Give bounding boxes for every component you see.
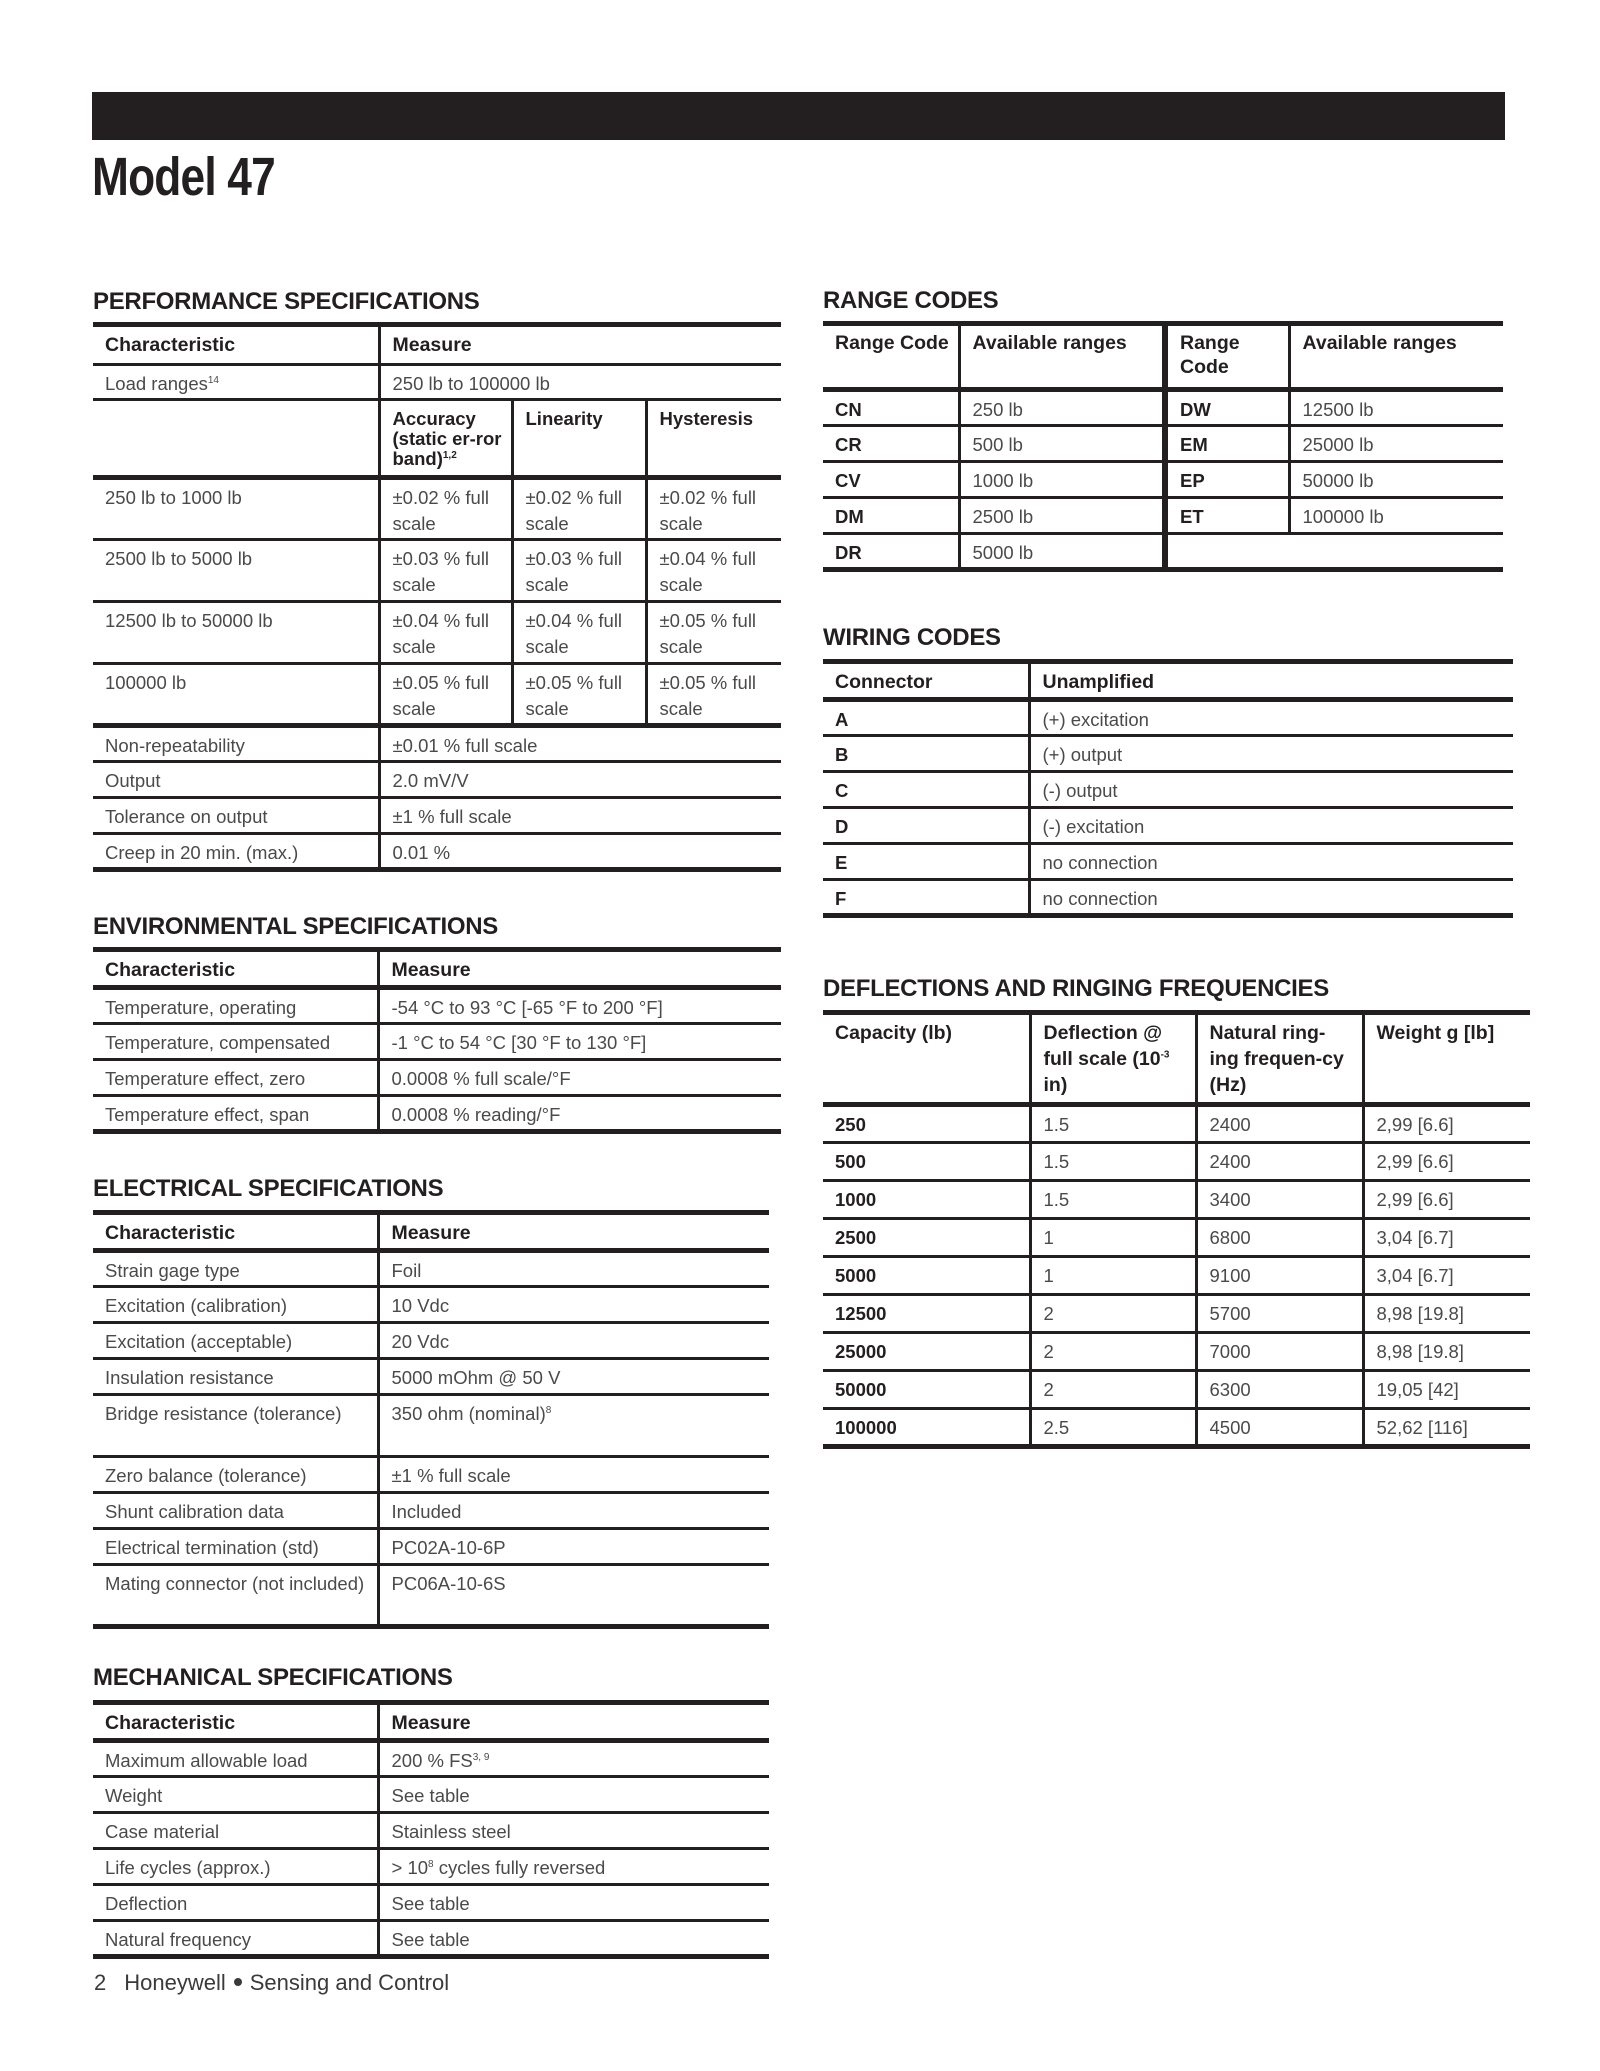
- table-header-row: [93, 1703, 769, 1741]
- range-code: CN: [823, 390, 959, 426]
- connector-function: (+) output: [1029, 736, 1513, 772]
- table-row: [823, 1333, 1530, 1371]
- frequency-value: 6800: [1196, 1219, 1363, 1257]
- row-label: Excitation (calibration): [93, 1287, 378, 1323]
- row-label: Temperature, compensated: [93, 1024, 378, 1060]
- deflection-value: 2: [1030, 1333, 1196, 1371]
- connector-code: F: [823, 880, 1029, 916]
- row-value: [378, 1395, 769, 1457]
- col-available-ranges-2: Available ranges: [1289, 324, 1503, 390]
- electrical-heading: ELECTRICAL SPECIFICATIONS: [93, 1175, 444, 1202]
- linearity-value: ±0.02 % full scale: [512, 478, 646, 540]
- weight-value: 3,04 [6.7]: [1363, 1257, 1530, 1295]
- connector-code: C: [823, 772, 1029, 808]
- row-label: Life cycles (approx.): [93, 1849, 378, 1885]
- weight-value: 2,99 [6.6]: [1363, 1105, 1530, 1143]
- range-code: EM: [1165, 426, 1289, 462]
- table-row: [823, 736, 1513, 772]
- row-value: [378, 1849, 769, 1885]
- connector-function: (+) excitation: [1029, 700, 1513, 736]
- mechanical-table: [93, 1700, 769, 1959]
- row-label: 250 lb to 1000 lb: [93, 478, 379, 540]
- company-name: Honeywell: [124, 1970, 226, 1995]
- available-range: 1000 lb: [959, 462, 1165, 498]
- capacity-value: 50000: [823, 1371, 1030, 1409]
- row-label: Strain gage type: [93, 1251, 378, 1287]
- connector-function: (-) excitation: [1029, 808, 1513, 844]
- row-label: Zero balance (tolerance): [93, 1457, 378, 1493]
- row-label: Load ranges$^{14}$: [93, 365, 379, 400]
- performance-table: [93, 322, 781, 872]
- table-row: [93, 988, 781, 1024]
- page-title: Model 47: [92, 147, 275, 207]
- row-value: 250 lb to 100000 lb: [379, 365, 781, 400]
- row-label: Natural frequency: [93, 1921, 378, 1957]
- bullet-icon: [234, 1978, 242, 1986]
- frequency-value: 3400: [1196, 1181, 1363, 1219]
- table-row: [823, 1295, 1530, 1333]
- range-code: CR: [823, 426, 959, 462]
- hysteresis-value: ±0.02 % full scale: [646, 478, 781, 540]
- page-footer: [94, 1970, 449, 1996]
- table-row: [93, 1529, 769, 1565]
- row-label: 12500 lb to 50000 lb: [93, 602, 379, 664]
- capacity-value: 5000: [823, 1257, 1030, 1295]
- table-row: [823, 808, 1513, 844]
- capacity-value: 2500: [823, 1219, 1030, 1257]
- table-row: [93, 365, 781, 400]
- superscript: 8: [545, 1404, 552, 1416]
- table-row: [823, 1257, 1530, 1295]
- row-label: Temperature effect, span: [93, 1096, 378, 1132]
- col-characteristic: Characteristic: [93, 1703, 378, 1741]
- table-row: [823, 772, 1513, 808]
- row-value: 2.0 mV/V: [379, 762, 781, 798]
- row-value: 0.01 %: [379, 834, 781, 870]
- row-value: [378, 1921, 769, 1957]
- row-value: [378, 1813, 769, 1849]
- row-label: Deflection: [93, 1885, 378, 1921]
- cell-text: 350 ohm (nominal): [391, 1403, 546, 1424]
- table-row: [823, 700, 1513, 736]
- col-measure: Measure: [379, 325, 781, 365]
- col-characteristic: Characteristic: [93, 325, 379, 365]
- row-value: [378, 1024, 781, 1060]
- deflection-value: 2: [1030, 1295, 1196, 1333]
- row-label: Bridge resistance (tolerance): [93, 1395, 378, 1457]
- cell-text: > 10: [391, 1857, 429, 1878]
- row-value: [378, 1359, 769, 1395]
- table-row: [93, 1885, 769, 1921]
- col-characteristic: Characteristic: [93, 950, 378, 988]
- cell-text: -1 °C to 54 °C [30 °F to 130 °F]: [391, 1032, 647, 1053]
- table-row: [823, 390, 1503, 426]
- table-row: [93, 1096, 781, 1132]
- capacity-value: 500: [823, 1143, 1030, 1181]
- deflection-value: 1: [1030, 1219, 1196, 1257]
- connector-function: no connection: [1029, 844, 1513, 880]
- cell-text: PC02A-10-6P: [391, 1537, 506, 1558]
- cell-text: 10 Vdc: [391, 1295, 450, 1316]
- weight-value: 19,05 [42]: [1363, 1371, 1530, 1409]
- accuracy-value: ±0.03 % full scale: [379, 540, 512, 602]
- range-code: EP: [1165, 462, 1289, 498]
- table-row: [93, 1060, 781, 1096]
- table-row: [93, 1359, 769, 1395]
- col-frequency: Natural ring-ing frequen-cy (Hz): [1196, 1013, 1363, 1105]
- empty-cell: [93, 400, 379, 478]
- table-row: [93, 1287, 769, 1323]
- cell-text: -54 °C to 93 °C [-65 °F to 200 °F]: [391, 997, 663, 1018]
- cell-text: Included: [391, 1501, 462, 1522]
- available-range: 500 lb: [959, 426, 1165, 462]
- table-row: [93, 798, 781, 834]
- row-value: [378, 1457, 769, 1493]
- table-row: [823, 1409, 1530, 1447]
- frequency-value: 6300: [1196, 1371, 1363, 1409]
- table-row: [93, 1741, 769, 1777]
- frequency-value: 9100: [1196, 1257, 1363, 1295]
- table-row: [93, 1395, 769, 1457]
- row-label: Temperature, operating: [93, 988, 378, 1024]
- connector-code: D: [823, 808, 1029, 844]
- row-value: ±1 % full scale: [379, 798, 781, 834]
- range-codes-table: [823, 321, 1503, 572]
- table-row: [93, 1849, 769, 1885]
- row-label: Creep in 20 min. (max.): [93, 834, 379, 870]
- connector-function: no connection: [1029, 880, 1513, 916]
- deflection-value: 2: [1030, 1371, 1196, 1409]
- connector-code: E: [823, 844, 1029, 880]
- empty-cell: [1165, 534, 1503, 570]
- row-value: [378, 1529, 769, 1565]
- range-code: ET: [1165, 498, 1289, 534]
- row-label: Weight: [93, 1777, 378, 1813]
- connector-code: B: [823, 736, 1029, 772]
- accuracy-value: ±0.04 % full scale: [379, 602, 512, 664]
- row-value: [378, 1096, 781, 1132]
- row-label: Output: [93, 762, 379, 798]
- row-label: Non-repeatability: [93, 726, 379, 762]
- weight-value: 8,98 [19.8]: [1363, 1333, 1530, 1371]
- deflections-heading: DEFLECTIONS AND RINGING FREQUENCIES: [823, 975, 1329, 1002]
- col-range-code: Range Code: [823, 324, 959, 390]
- table-row: [93, 1813, 769, 1849]
- col-measure: Measure: [378, 1703, 769, 1741]
- table-row: [93, 1024, 781, 1060]
- available-range: 12500 lb: [1289, 390, 1503, 426]
- table-row: [823, 1105, 1530, 1143]
- table-row: [93, 726, 781, 762]
- cell-text: 0.0008 % full scale/°F: [391, 1068, 571, 1089]
- table-row: [823, 1219, 1530, 1257]
- wiring-codes-heading: WIRING CODES: [823, 624, 1001, 651]
- superscript: 8: [428, 1858, 434, 1870]
- weight-value: 2,99 [6.6]: [1363, 1143, 1530, 1181]
- table-row: [823, 534, 1503, 570]
- row-label: Insulation resistance: [93, 1359, 378, 1395]
- table-row: [93, 1921, 769, 1957]
- table-row: [823, 880, 1513, 916]
- row-label: Temperature effect, zero: [93, 1060, 378, 1096]
- row-value: [378, 1251, 769, 1287]
- table-row: [823, 844, 1513, 880]
- row-value: [378, 988, 781, 1024]
- weight-value: 3,04 [6.7]: [1363, 1219, 1530, 1257]
- linearity-value: ±0.05 % full scale: [512, 664, 646, 726]
- deflections-table: [823, 1010, 1530, 1449]
- cell-text: PC06A-10-6S: [391, 1573, 506, 1594]
- page-number: 2: [94, 1970, 107, 1995]
- row-label: Excitation (acceptable): [93, 1323, 378, 1359]
- deflection-value: 1: [1030, 1257, 1196, 1295]
- available-range: 250 lb: [959, 390, 1165, 426]
- col-measure: Measure: [378, 1213, 769, 1251]
- cell-text: 0.0008 % reading/°F: [391, 1104, 561, 1125]
- connector-function: (-) output: [1029, 772, 1513, 808]
- frequency-value: 2400: [1196, 1105, 1363, 1143]
- table-row: [823, 426, 1503, 462]
- superscript: 3, 9: [472, 1751, 490, 1763]
- table-header-row: [93, 325, 781, 365]
- available-range: 100000 lb: [1289, 498, 1503, 534]
- weight-value: 52,62 [116]: [1363, 1409, 1530, 1447]
- row-label: Mating connector (not included): [93, 1565, 378, 1627]
- row-value: [378, 1777, 769, 1813]
- table-row: [93, 1565, 769, 1627]
- cell-text: 5000 mOhm @ 50 V: [391, 1367, 561, 1388]
- table-header-row: [823, 1013, 1530, 1105]
- col-linearity: Linearity: [512, 400, 646, 478]
- cell-text: 20 Vdc: [391, 1331, 450, 1352]
- table-row: [823, 1181, 1530, 1219]
- col-weight: Weight g [lb]: [1363, 1013, 1530, 1105]
- capacity-value: 1000: [823, 1181, 1030, 1219]
- col-accuracy: Accuracy (static er-ror band)$^{1,2}$: [379, 400, 512, 478]
- connector-code: A: [823, 700, 1029, 736]
- col-unamplified: Unamplified: [1029, 662, 1513, 700]
- row-label: 100000 lb: [93, 664, 379, 726]
- row-label: Tolerance on output: [93, 798, 379, 834]
- row-label: Maximum allowable load: [93, 1741, 378, 1777]
- range-code: DR: [823, 534, 959, 570]
- row-value: [378, 1885, 769, 1921]
- capacity-value: 12500: [823, 1295, 1030, 1333]
- capacity-value: 100000: [823, 1409, 1030, 1447]
- table-row: [93, 1323, 769, 1359]
- capacity-value: 250: [823, 1105, 1030, 1143]
- col-characteristic: Characteristic: [93, 1213, 378, 1251]
- deflection-value: 1.5: [1030, 1105, 1196, 1143]
- table-row: [93, 664, 781, 726]
- col-connector: Connector: [823, 662, 1029, 700]
- cell-text: Stainless steel: [391, 1821, 511, 1842]
- hysteresis-value: ±0.05 % full scale: [646, 664, 781, 726]
- row-value: ±0.01 % full scale: [379, 726, 781, 762]
- table-header-row: [93, 950, 781, 988]
- accuracy-value: ±0.05 % full scale: [379, 664, 512, 726]
- weight-value: 8,98 [19.8]: [1363, 1295, 1530, 1333]
- deflection-value: 2.5: [1030, 1409, 1196, 1447]
- frequency-value: 4500: [1196, 1409, 1363, 1447]
- row-label: Shunt calibration data: [93, 1493, 378, 1529]
- table-row: [93, 478, 781, 540]
- frequency-value: 7000: [1196, 1333, 1363, 1371]
- hysteresis-value: ±0.05 % full scale: [646, 602, 781, 664]
- linearity-value: ±0.03 % full scale: [512, 540, 646, 602]
- row-label: Case material: [93, 1813, 378, 1849]
- frequency-value: 5700: [1196, 1295, 1363, 1333]
- frequency-value: 2400: [1196, 1143, 1363, 1181]
- environmental-heading: ENVIRONMENTAL SPECIFICATIONS: [93, 913, 498, 940]
- linearity-value: ±0.04 % full scale: [512, 602, 646, 664]
- cell-text: See table: [391, 1785, 470, 1806]
- table-row: [823, 462, 1503, 498]
- cell-text: See table: [391, 1929, 470, 1950]
- row-value: [378, 1060, 781, 1096]
- table-row: [823, 498, 1503, 534]
- available-range: 5000 lb: [959, 534, 1165, 570]
- capacity-value: 25000: [823, 1333, 1030, 1371]
- col-capacity: Capacity (lb): [823, 1013, 1030, 1105]
- table-row: [93, 602, 781, 664]
- table-row: [93, 1493, 769, 1529]
- row-value: [378, 1323, 769, 1359]
- range-code: CV: [823, 462, 959, 498]
- performance-heading: PERFORMANCE SPECIFICATIONS: [93, 288, 480, 315]
- range-code: DW: [1165, 390, 1289, 426]
- col-range-code-2: Range Code: [1165, 324, 1289, 390]
- accuracy-value: ±0.02 % full scale: [379, 478, 512, 540]
- table-row: [823, 1371, 1530, 1409]
- row-value: [378, 1493, 769, 1529]
- mechanical-heading: MECHANICAL SPECIFICATIONS: [93, 1664, 453, 1691]
- cell-text: 200 % FS: [391, 1750, 473, 1771]
- table-row: [823, 1143, 1530, 1181]
- electrical-table: [93, 1210, 769, 1629]
- cell-text: cycles fully reversed: [433, 1857, 606, 1878]
- available-range: 50000 lb: [1289, 462, 1503, 498]
- row-label: Electrical termination (std): [93, 1529, 378, 1565]
- range-codes-heading: RANGE CODES: [823, 287, 999, 314]
- col-deflection: Deflection @ full scale ($10^{-3}$ in): [1030, 1013, 1196, 1105]
- cell-text: ±1 % full scale: [391, 1465, 511, 1486]
- row-value: [378, 1565, 769, 1627]
- available-range: 25000 lb: [1289, 426, 1503, 462]
- table-row: [93, 1251, 769, 1287]
- range-code: DM: [823, 498, 959, 534]
- environmental-table: [93, 947, 781, 1134]
- sub-header-row: [93, 400, 781, 478]
- table-header-row: [93, 1213, 769, 1251]
- table-header-row: [823, 662, 1513, 700]
- col-hysteresis: Hysteresis: [646, 400, 781, 478]
- header-bar: [92, 92, 1505, 140]
- cell-text: See table: [391, 1893, 470, 1914]
- col-available-ranges: Available ranges: [959, 324, 1165, 390]
- wiring-codes-table: [823, 659, 1513, 918]
- col-measure: Measure: [378, 950, 781, 988]
- table-row: [93, 834, 781, 870]
- table-row: [93, 1457, 769, 1493]
- division-name: Sensing and Control: [249, 1970, 450, 1995]
- table-row: [93, 1777, 769, 1813]
- deflection-value: 1.5: [1030, 1181, 1196, 1219]
- cell-text: Foil: [391, 1260, 422, 1281]
- hysteresis-value: ±0.04 % full scale: [646, 540, 781, 602]
- deflection-value: 1.5: [1030, 1143, 1196, 1181]
- row-value: [378, 1741, 769, 1777]
- available-range: 2500 lb: [959, 498, 1165, 534]
- table-row: [93, 540, 781, 602]
- row-label: 2500 lb to 5000 lb: [93, 540, 379, 602]
- table-header-row: [823, 324, 1503, 390]
- row-value: [378, 1287, 769, 1323]
- table-row: [93, 762, 781, 798]
- weight-value: 2,99 [6.6]: [1363, 1181, 1530, 1219]
